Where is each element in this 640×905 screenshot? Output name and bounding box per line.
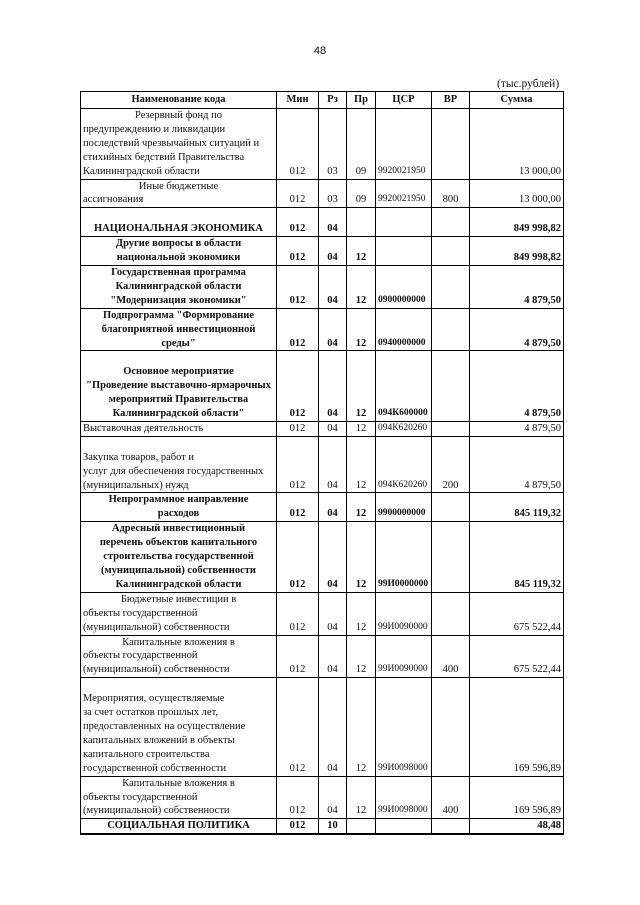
cell-name-line: последствий чрезвычайных ситуаций и (83, 137, 260, 149)
cell-name-line (83, 351, 274, 365)
cell-name-line: Другие вопросы в области (115, 238, 242, 250)
cell-name-line: Калининградской области" (112, 408, 245, 420)
table-row (81, 179, 564, 208)
table-row (81, 237, 564, 266)
cell-sum: 4 879,50 (470, 308, 564, 351)
cell-vr (432, 592, 470, 635)
cell-name (81, 421, 277, 436)
table-row (81, 351, 564, 422)
table-row (81, 208, 564, 237)
cell-name-line: Основное мероприятие (123, 366, 234, 378)
cell-rz: 04 (319, 436, 347, 493)
cell-csr: 99И0090000 (376, 592, 432, 635)
cell-name (81, 436, 277, 493)
cell-name (81, 522, 277, 593)
cell-vr (432, 237, 470, 266)
cell-sum: 169 596,89 (470, 678, 564, 776)
cell-csr (376, 819, 432, 834)
cell-name-line: Государственная программа (111, 266, 246, 278)
cell-min: 012 (277, 776, 319, 819)
table-row (81, 493, 564, 522)
cell-pr: 12 (347, 493, 376, 522)
cell-name-line: перечень объектов капитального (99, 537, 258, 549)
cell-sum: 169 596,89 (470, 776, 564, 819)
cell-csr: 9900000000 (376, 493, 432, 522)
cell-csr: 094К620260 (376, 421, 432, 436)
cell-vr (432, 678, 470, 776)
table-row (81, 635, 564, 678)
header-vr: ВР (432, 92, 470, 109)
cell-sum: 48,48 (470, 819, 564, 834)
cell-sum: 13 000,00 (470, 109, 564, 180)
cell-pr: 12 (347, 635, 376, 678)
cell-name-line: Подпрограмма "Формирование (102, 309, 255, 321)
cell-min: 012 (277, 265, 319, 308)
cell-name-line: капитального строительства (83, 748, 210, 760)
table-row (81, 265, 564, 308)
cell-min: 012 (277, 109, 319, 180)
cell-vr (432, 351, 470, 422)
cell-vr (432, 819, 470, 834)
cell-name (81, 179, 277, 208)
cell-name (81, 109, 277, 180)
cell-min: 012 (277, 436, 319, 493)
cell-rz: 04 (319, 493, 347, 522)
table-header-row (81, 92, 564, 109)
cell-pr: 12 (347, 436, 376, 493)
cell-name-line: Калининградской области (115, 578, 242, 590)
cell-name (81, 635, 277, 678)
cell-pr: 12 (347, 308, 376, 351)
cell-rz: 04 (319, 308, 347, 351)
header-csr: ЦСР (376, 92, 432, 109)
cell-name-line: (муниципальной) собственности (83, 664, 230, 676)
cell-rz: 03 (319, 179, 347, 208)
cell-rz: 04 (319, 421, 347, 436)
cell-name-line: "Проведение выставочно-ярмарочных (86, 380, 271, 392)
cell-name-line: предоставленных на осуществление (83, 720, 246, 732)
cell-min: 012 (277, 351, 319, 422)
cell-name (81, 265, 277, 308)
cell-csr: 9920021950 (376, 179, 432, 208)
cell-name-line: (муниципальных) нужд (83, 479, 189, 491)
cell-csr: 99И0000000 (376, 522, 432, 593)
cell-name-line: объекты государственной (83, 607, 198, 619)
cell-csr: 0940000000 (376, 308, 432, 351)
cell-name (81, 592, 277, 635)
cell-csr: 99И0098000 (376, 678, 432, 776)
table-row (81, 819, 564, 834)
cell-name-line: Выставочная деятельность (83, 422, 204, 434)
cell-name-line: строительства государственной (103, 551, 254, 563)
cell-rz: 04 (319, 208, 347, 237)
cell-min: 012 (277, 308, 319, 351)
cell-name-line: Резервный фонд по (135, 110, 222, 121)
table-row (81, 308, 564, 351)
page-number: 48 (313, 45, 327, 57)
cell-pr: 12 (347, 351, 376, 422)
cell-rz: 04 (319, 635, 347, 678)
cell-name (81, 819, 277, 834)
cell-name-line: услуг для обеспечения государственных (83, 465, 264, 477)
cell-rz: 04 (319, 237, 347, 266)
cell-name-line (83, 208, 274, 222)
cell-rz: 04 (319, 592, 347, 635)
cell-sum: 675 522,44 (470, 635, 564, 678)
cell-pr (347, 819, 376, 834)
cell-sum: 4 879,50 (470, 436, 564, 493)
cell-name-line: объекты государственной (83, 650, 198, 662)
cell-name-line: Адресный инвестиционный (111, 523, 246, 535)
table-row (81, 678, 564, 776)
cell-name-line: ассигнования (83, 194, 144, 206)
cell-name-line: Мероприятия, осуществляемые (83, 693, 225, 705)
cell-name (81, 776, 277, 819)
cell-vr: 800 (432, 179, 470, 208)
cell-name-line: (муниципальной) собственности (83, 805, 230, 817)
cell-name-line: за счет остатков прошлых лет, (83, 707, 219, 719)
table-row (81, 522, 564, 593)
cell-sum: 845 119,32 (470, 493, 564, 522)
table-row (81, 776, 564, 819)
cell-min: 012 (277, 522, 319, 593)
cell-min: 012 (277, 635, 319, 678)
cell-rz: 04 (319, 678, 347, 776)
cell-name-line: Калининградской области (115, 280, 242, 292)
cell-name-line: Иные бюджетные (138, 180, 219, 192)
cell-rz: 04 (319, 522, 347, 593)
cell-name-line: Калининградской области (83, 165, 200, 177)
cell-vr: 200 (432, 436, 470, 493)
cell-name-line: СОЦИАЛЬНАЯ ПОЛИТИКА (107, 820, 250, 832)
cell-sum: 4 879,50 (470, 421, 564, 436)
cell-name-line: "Модернизация экономики" (110, 294, 247, 306)
cell-pr: 12 (347, 522, 376, 593)
cell-pr (347, 208, 376, 237)
cell-name-line: благоприятной инвестиционной (101, 323, 256, 335)
cell-sum: 845 119,32 (470, 522, 564, 593)
cell-pr: 09 (347, 179, 376, 208)
cell-sum: 849 998,82 (470, 208, 564, 237)
cell-min: 012 (277, 592, 319, 635)
units-label: (тыс.рублей) (497, 78, 560, 90)
cell-name-line: государственной собственности (83, 762, 227, 774)
cell-name-line (83, 437, 274, 451)
cell-vr: 400 (432, 635, 470, 678)
cell-rz: 10 (319, 819, 347, 834)
cell-name (81, 678, 277, 776)
header-name: Наименование кода (81, 92, 277, 109)
cell-min: 012 (277, 179, 319, 208)
cell-vr (432, 265, 470, 308)
cell-name-line: объекты государственной (83, 791, 198, 803)
cell-min: 012 (277, 493, 319, 522)
cell-sum: 13 000,00 (470, 179, 564, 208)
table-row (81, 421, 564, 436)
cell-name-line: мероприятий Правительства (108, 394, 249, 406)
cell-csr (376, 208, 432, 237)
cell-rz: 04 (319, 351, 347, 422)
cell-pr: 12 (347, 592, 376, 635)
cell-name-line: предупреждению и ликвидации (83, 123, 226, 135)
cell-name-line: стихийных бедствий Правительства (83, 151, 245, 163)
cell-pr: 09 (347, 109, 376, 180)
table-row (81, 592, 564, 635)
table-row (81, 436, 564, 493)
cell-csr: 0900000000 (376, 265, 432, 308)
cell-name-line: Капитальные вложения в (122, 777, 235, 789)
cell-pr: 12 (347, 421, 376, 436)
cell-csr: 094К600000 (376, 351, 432, 422)
cell-name-line: Капитальные вложения в (122, 636, 235, 648)
cell-csr: 9920021950 (376, 109, 432, 180)
cell-pr: 12 (347, 678, 376, 776)
cell-vr (432, 308, 470, 351)
cell-name-line: среды" (161, 337, 196, 349)
cell-name-line: (муниципальной) собственности (101, 565, 256, 576)
table-row (81, 109, 564, 180)
cell-pr: 12 (347, 776, 376, 819)
cell-name (81, 351, 277, 422)
cell-vr (432, 208, 470, 237)
cell-name-line: расходов (157, 508, 200, 520)
cell-csr: 99И0090000 (376, 635, 432, 678)
cell-rz: 04 (319, 776, 347, 819)
cell-sum: 849 998,82 (470, 237, 564, 266)
cell-name-line: Непрограммное направление (108, 494, 249, 506)
cell-name-line: Бюджетные инвестиции в (120, 593, 237, 605)
cell-name-line: Закупка товаров, работ и (83, 451, 195, 463)
cell-rz: 03 (319, 109, 347, 180)
cell-name (81, 493, 277, 522)
cell-sum: 675 522,44 (470, 592, 564, 635)
cell-name-line (83, 678, 274, 692)
cell-pr: 12 (347, 265, 376, 308)
cell-vr: 400 (432, 776, 470, 819)
cell-name (81, 208, 277, 237)
cell-name-line: (муниципальной) собственности (83, 621, 230, 633)
cell-vr (432, 493, 470, 522)
cell-min: 012 (277, 421, 319, 436)
cell-csr: 094К620260 (376, 436, 432, 493)
cell-min: 012 (277, 819, 319, 834)
header-sum: Сумма (470, 92, 564, 109)
cell-vr (432, 522, 470, 593)
cell-name-line: НАЦИОНАЛЬНАЯ ЭКОНОМИКА (94, 223, 263, 235)
cell-min: 012 (277, 237, 319, 266)
cell-min: 012 (277, 678, 319, 776)
header-pr: Пр (347, 92, 376, 109)
cell-vr (432, 421, 470, 436)
cell-csr (376, 237, 432, 266)
header-rz: Рз (319, 92, 347, 109)
cell-name (81, 237, 277, 266)
cell-rz: 04 (319, 265, 347, 308)
cell-name-line: национальной экономики (116, 252, 241, 264)
budget-table (80, 91, 564, 835)
cell-sum: 4 879,50 (470, 265, 564, 308)
cell-name (81, 308, 277, 351)
cell-name-line: капитальных вложений в объекты (83, 734, 235, 746)
header-min: Мин (277, 92, 319, 109)
cell-vr (432, 109, 470, 180)
cell-sum: 4 879,50 (470, 351, 564, 422)
cell-csr: 99И0098000 (376, 776, 432, 819)
cell-min: 012 (277, 208, 319, 237)
cell-pr: 12 (347, 237, 376, 266)
